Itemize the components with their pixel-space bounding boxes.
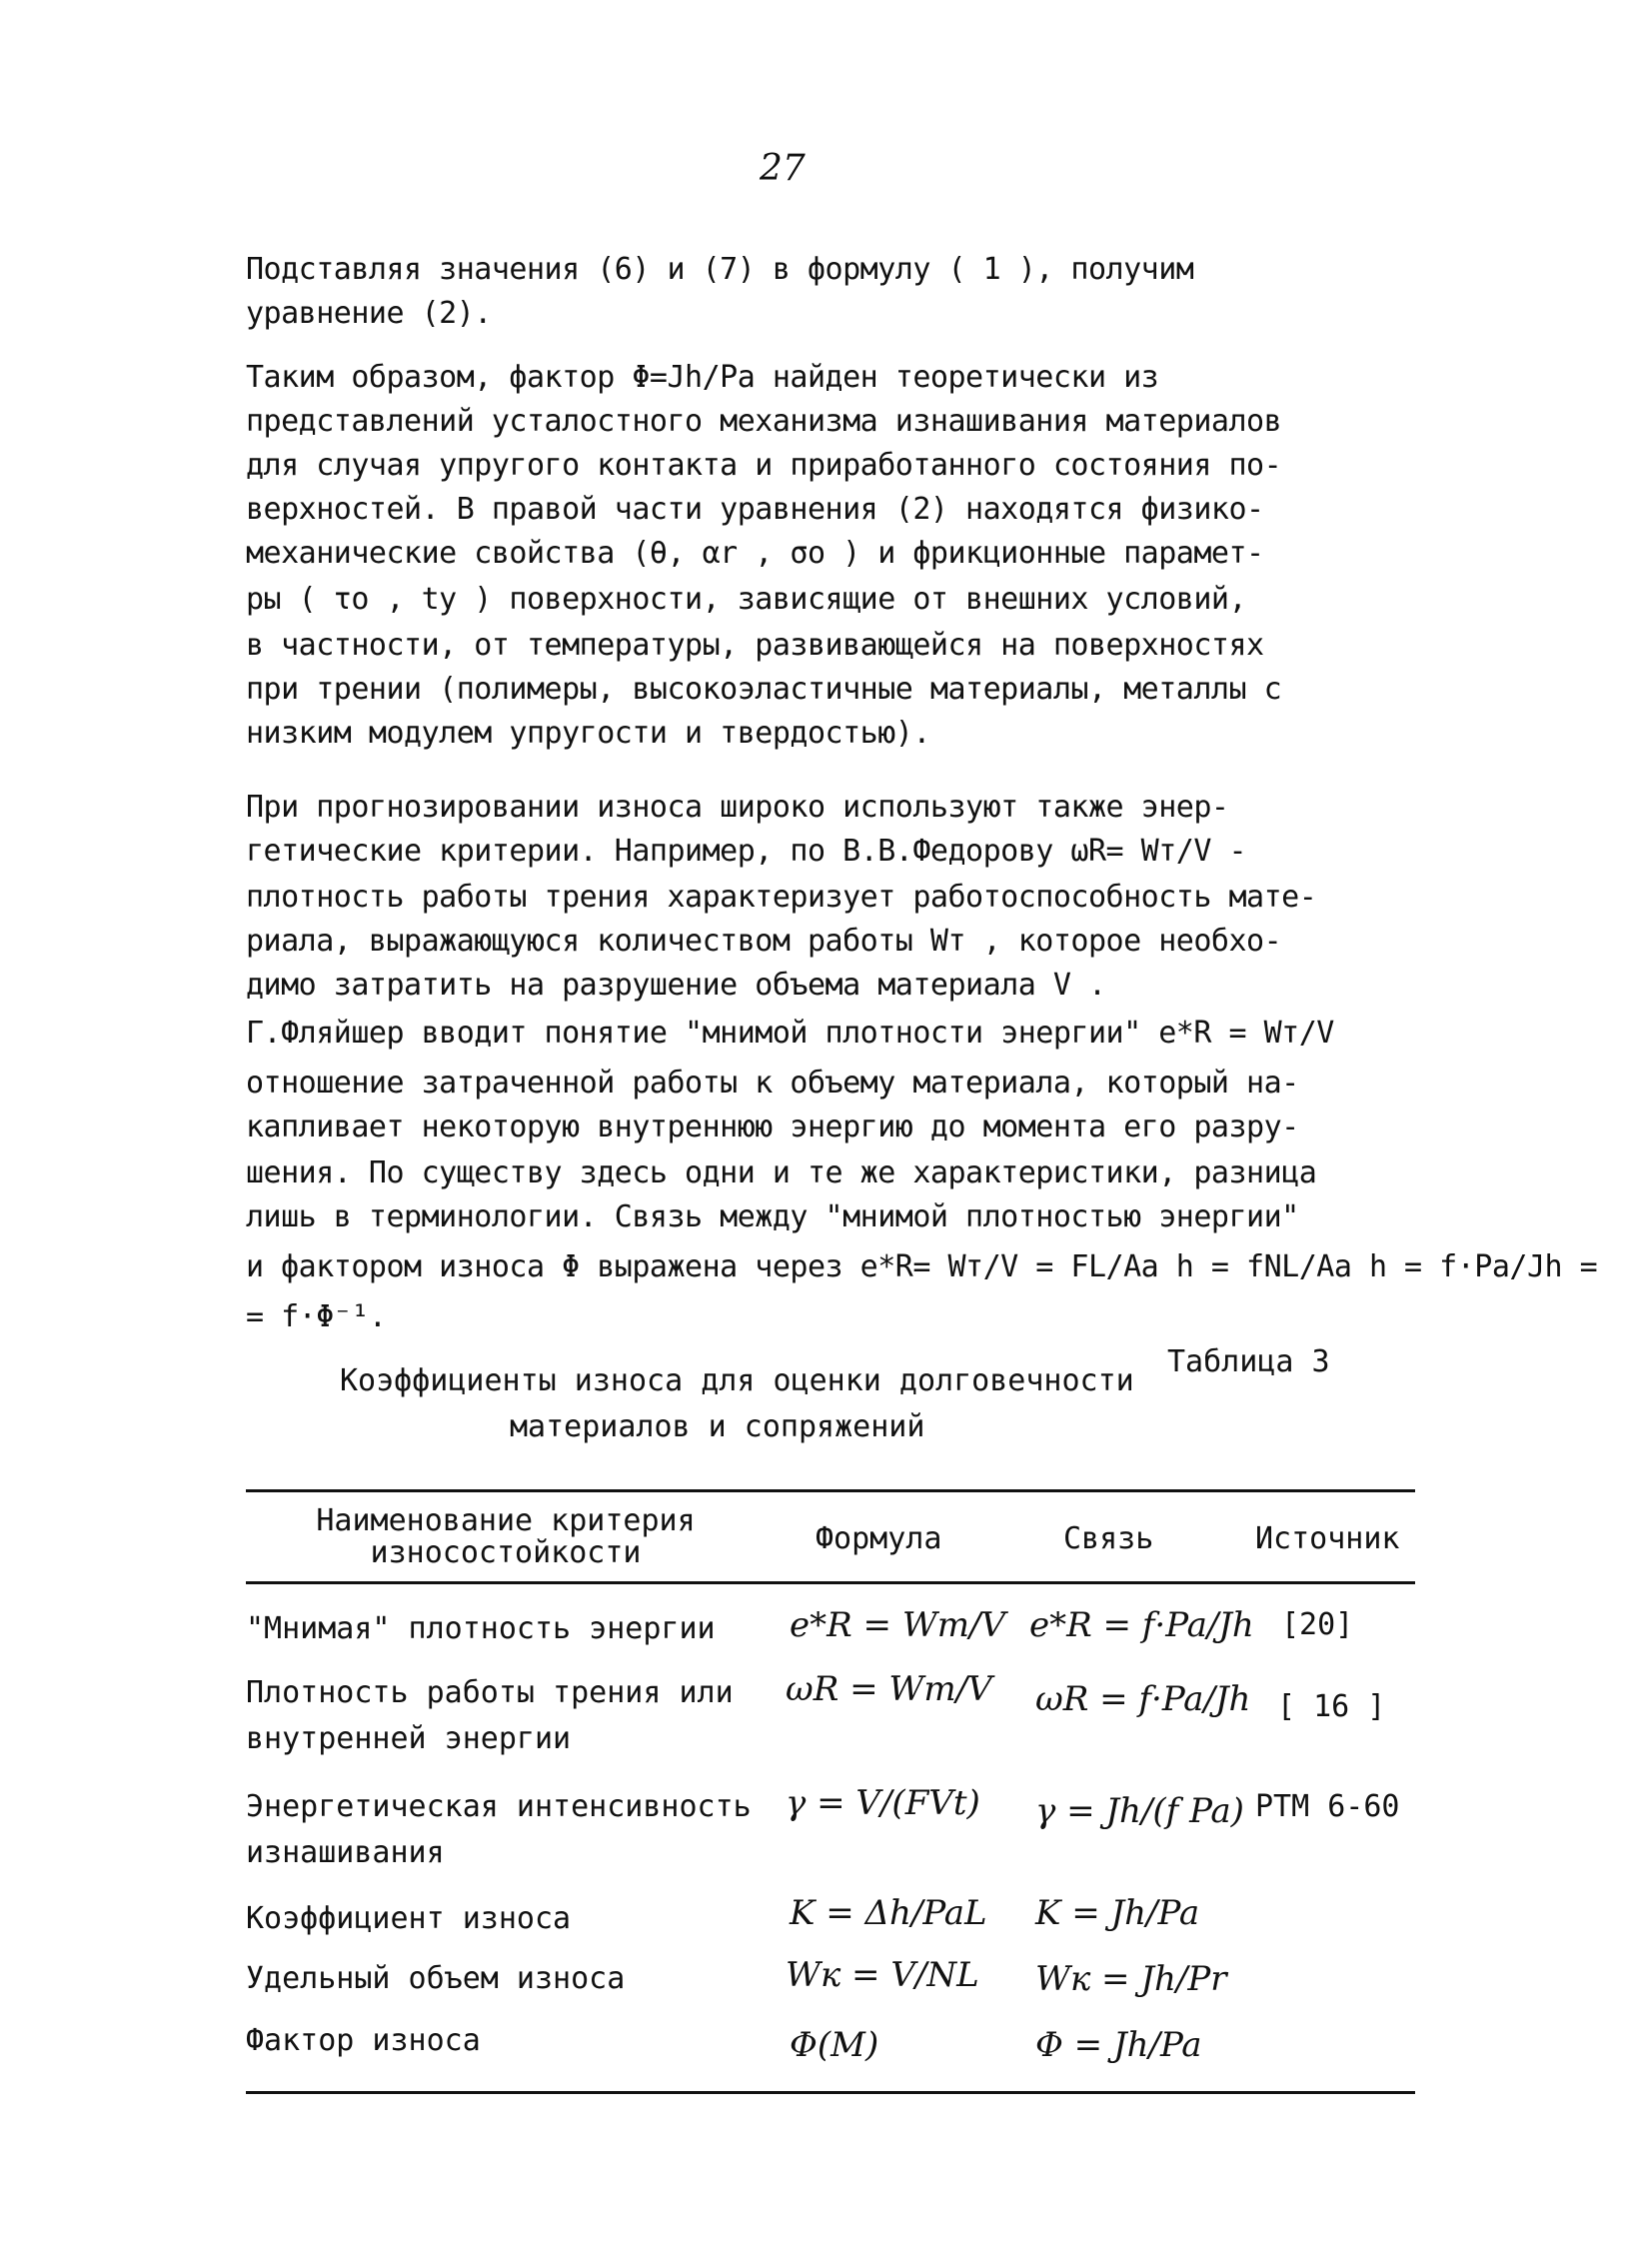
- text-line: верхностей. В правой части уравнения (2) находятся физико-: [246, 492, 1264, 527]
- row-name: Фактор износа: [246, 2023, 481, 2058]
- header-source: Источник: [1255, 1521, 1400, 1556]
- row-formula: Wк = V/NL: [786, 1955, 979, 1995]
- text-line: ры ( τo , ty ) поверхности, зависящие от внешних условий,: [246, 582, 1247, 617]
- row-formula: Φ(M): [790, 2025, 879, 2065]
- text-line: шения. По существу здесь одни и те же характеристики, разница: [246, 1155, 1317, 1190]
- text-line: гетические критерии. Например, по В.В.Федорову ωR= Wт/V -: [246, 834, 1247, 869]
- row-relation: e*R = f·Pa/Jh: [1029, 1605, 1254, 1645]
- row-name-cont: внутренней энергии: [246, 1721, 572, 1756]
- row-relation: Wк = Jh/Pr: [1035, 1959, 1227, 1999]
- text-line: плотность работы трения характеризует работоспособность мате-: [246, 880, 1317, 915]
- row-name: Плотность работы трения или: [246, 1675, 734, 1710]
- header-formula: Формула: [816, 1521, 942, 1556]
- text-line: в частности, от температуры, развивающейся на поверхностях: [246, 628, 1264, 663]
- row-relation: γ = Jh/(f Pa): [1035, 1791, 1244, 1831]
- text-line: при трении (полимеры, высокоэластичные материалы, металлы с: [246, 672, 1282, 707]
- row-formula: ωR = Wт/V: [786, 1669, 992, 1709]
- row-name: Коэффициент износа: [246, 1901, 572, 1936]
- header-name: Наименование критерия износостойкости: [316, 1503, 696, 1570]
- row-name: "Мнимая" плотность энергии: [246, 1611, 716, 1646]
- table-bottom-rule: [246, 2091, 1415, 2094]
- text-line: димо затратить на разрушение объема материала V .: [246, 968, 1106, 1003]
- row-name-cont: изнашивания: [246, 1835, 445, 1870]
- table-top-rule: [246, 1489, 1415, 1492]
- table-title: Коэффициенты износа для оценки долговечности: [340, 1363, 1134, 1398]
- row-relation: K = Jh/Pa: [1035, 1893, 1200, 1933]
- text-line: риала, выражающуюся количеством работы Wт , которое необхо-: [246, 924, 1282, 959]
- row-relation: Φ = Jh/Pa: [1035, 2025, 1202, 2065]
- row-source: [ 16 ]: [1277, 1689, 1386, 1724]
- text-line: лишь в терминологии. Связь между "мнимой плотностью энергии": [246, 1199, 1299, 1234]
- text-line: уравнение (2).: [246, 296, 492, 331]
- row-formula: K = Δh/PaL: [790, 1893, 987, 1933]
- text-line: представлений усталостного механизма изнашивания материалов: [246, 404, 1282, 439]
- text-line: Г.Фляйшер вводит понятие "мнимой плотности энергии" e*R = Wт/V: [246, 1016, 1334, 1051]
- table-subtitle: материалов и сопряжений: [510, 1409, 925, 1444]
- row-source: [20]: [1281, 1607, 1354, 1642]
- text-line: низким модулем упругости и твердостью).: [246, 716, 930, 751]
- header-relation: Связь: [1063, 1521, 1154, 1556]
- row-name: Энергетическая интенсивность: [246, 1789, 752, 1824]
- text-line: отношение затраченной работы к объему материала, который на-: [246, 1066, 1299, 1101]
- text-line: = f·Φ⁻¹.: [246, 1299, 387, 1334]
- row-name: Удельный объем износа: [246, 1961, 626, 1996]
- row-source: РТМ 6-60: [1255, 1789, 1400, 1824]
- row-relation: ωR = f·Pa/Jh: [1035, 1679, 1251, 1719]
- row-formula: e*R = Wт/V: [790, 1605, 1006, 1645]
- table-label: Таблица 3: [1167, 1344, 1330, 1379]
- text-line: для случая упругого контакта и приработанного состояния по-: [246, 448, 1282, 483]
- page-number: 27: [760, 148, 806, 189]
- text-line: и фактором износа Φ выражена через e*R= Wт/V = FL/Aa h = fNL/Aa h = f·Pa/Jh =: [246, 1249, 1598, 1284]
- row-formula: γ = V/(FVt): [786, 1783, 980, 1823]
- text-line: Подставляя значения (6) и (7) в формулу ( 1 ), получим: [246, 252, 1194, 287]
- text-line: капливает некоторую внутреннюю энергию до момента его разру-: [246, 1110, 1299, 1144]
- text-line: Таким образом, фактор Φ=Jh/Pa найден теоретически из: [246, 360, 1159, 395]
- table-header-rule: [246, 1581, 1415, 1584]
- text-line: При прогнозировании износа широко используют также энер-: [246, 790, 1229, 825]
- text-line: механические свойства (θ, αr , σo ) и фрикционные парамет-: [246, 536, 1264, 571]
